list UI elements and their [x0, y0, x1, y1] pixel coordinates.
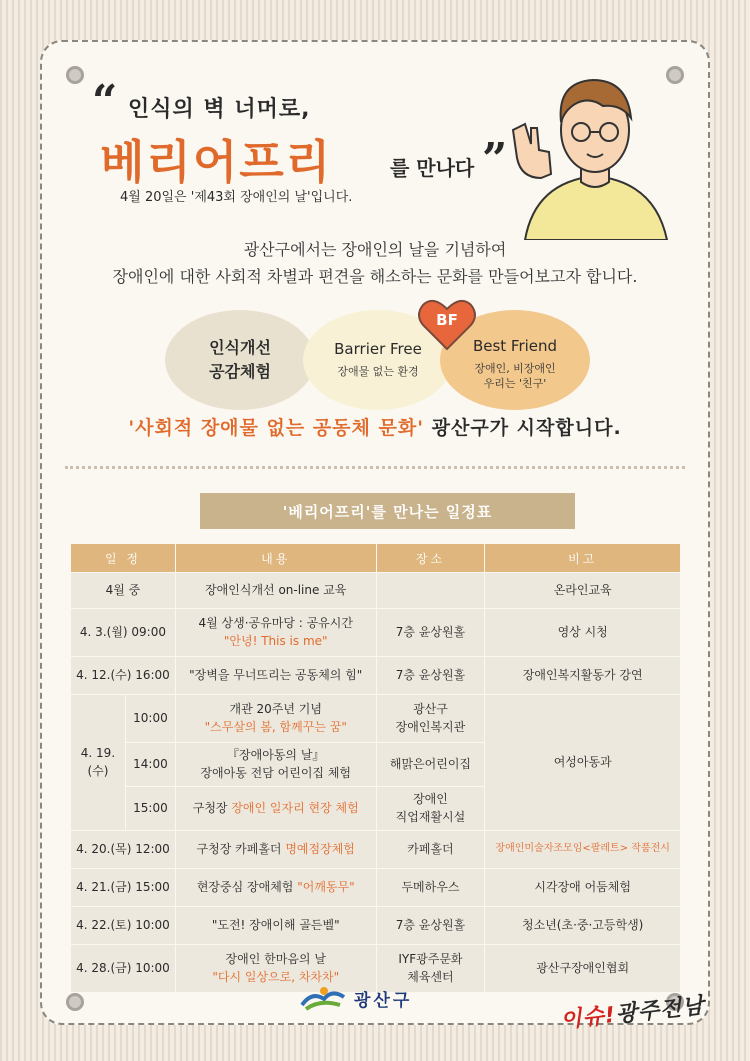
row-content-line1: 구청장 카페홀더	[196, 841, 282, 856]
row-content	[175, 831, 376, 869]
header-place: 장소	[376, 544, 485, 573]
open-quote-icon: “	[92, 76, 118, 127]
brand-logo-red: 이슈!	[559, 1002, 618, 1034]
schedule-banner: '베리어프리'를 만나는 일정표	[200, 493, 575, 529]
close-quote-icon: ”	[482, 134, 508, 185]
row-note: 청소년(초·중·고등학생)	[485, 907, 681, 945]
title-line2-rest: 를 만나다	[390, 156, 475, 180]
table-row	[71, 695, 681, 743]
intro-line1: 광산구에서는 장애인의 날을 기념하여	[243, 240, 507, 259]
table-row	[71, 573, 681, 609]
title-highlight: 베리어프리	[100, 135, 333, 189]
row-content-line1: 장애인 한마음의 날	[225, 952, 326, 967]
row-content-line1: 현장중심 장애체험	[196, 879, 294, 894]
slogan-highlight: '사회적 장애물 없는 공동체 문화'	[128, 417, 425, 439]
brand-logo-dark: 광주전남	[614, 993, 706, 1028]
heart-label: BF	[436, 311, 458, 329]
row-content: "장벽을 무너뜨리는 공동체의 힘"	[175, 657, 376, 695]
header-content: 내용	[175, 544, 376, 573]
row-content-highlight: 장애인 일자리 현장 체험	[231, 800, 359, 815]
row-place: 장애인 직업재활시설	[376, 787, 485, 831]
row-content	[175, 609, 376, 657]
row-place: IYF광주문화 체육센터	[376, 945, 485, 993]
row-place: 두메하우스	[376, 869, 485, 907]
row-content-line2: "다시 일상으로, 차차차"	[212, 969, 340, 984]
row-place: 카페홀더	[376, 831, 485, 869]
row-time: 15:00	[125, 787, 175, 831]
row-place: 7층 윤상원홀	[376, 609, 485, 657]
row-date: 4. 21.(금) 15:00	[71, 869, 176, 907]
dotted-divider	[65, 466, 685, 469]
subtitle: 4월 20일은 '제43회 장애인의 날'입니다.	[120, 190, 353, 205]
table-header-row	[71, 544, 681, 573]
table-row	[71, 869, 681, 907]
header-date: 일 정	[71, 544, 176, 573]
schedule-table	[70, 543, 681, 993]
table-row	[71, 907, 681, 945]
circle-awareness-label: 인식개선 공감체험	[209, 338, 271, 381]
corner-hole	[66, 993, 84, 1011]
title-line1: 인식의 벽 너머로,	[128, 97, 311, 122]
row-content-line1: 구청장	[192, 800, 228, 815]
header-note: 비고	[485, 544, 681, 573]
table-row	[71, 831, 681, 869]
row-note: 여성아동과	[485, 695, 681, 831]
table-row	[71, 609, 681, 657]
row-note: 온라인교육	[485, 573, 681, 609]
row-content-line1: 개관 20주년 기념	[229, 702, 322, 717]
row-place: 7층 윤상원홀	[376, 657, 485, 695]
row-date: 4. 19. (수)	[71, 695, 126, 831]
gwangsan-logo	[300, 985, 412, 1011]
row-content-line1: 4월 상생·공유마당 : 공유시간	[198, 616, 353, 631]
row-date: 4. 28.(금) 10:00	[71, 945, 176, 993]
row-content-line1: 『장애아동의 날』	[227, 748, 325, 763]
gwangsan-logo-icon	[300, 985, 346, 1011]
row-date: 4. 20.(목) 12:00	[71, 831, 176, 869]
row-date: 4. 3.(월) 09:00	[71, 609, 176, 657]
row-time: 14:00	[125, 743, 175, 787]
gwangsan-logo-text: 광산구	[354, 990, 413, 1011]
row-content-line2: "스무살의 봄, 함께꾸는 꿈"	[204, 719, 347, 734]
slogan-rest: 광산구가 시작합니다.	[424, 417, 622, 439]
intro-line2: 장애인에 대한 사회적 차별과 편견을 해소하는 문화를 만들어보고자 합니다.	[112, 267, 638, 286]
row-content	[175, 869, 376, 907]
row-place: 7층 윤상원홀	[376, 907, 485, 945]
row-time: 10:00	[125, 695, 175, 743]
row-note: 시각장애 어둠체험	[485, 869, 681, 907]
corner-hole	[66, 66, 84, 84]
row-note: 장애인복지활동가 강연	[485, 657, 681, 695]
circle-barrier-free-sub: 장애물 없는 환경	[337, 365, 419, 379]
row-note: 영상 시청	[485, 609, 681, 657]
row-note: 광산구장애인협회	[485, 945, 681, 993]
person-illustration	[505, 60, 685, 240]
circle-best-friend-title: Best Friend	[472, 336, 558, 355]
row-place: 광산구 장애인복지관	[376, 695, 485, 743]
row-date: 4월 중	[71, 573, 176, 609]
row-note: 장애인미술자조모임<팔레트> 작품전시	[485, 831, 681, 869]
row-place	[376, 573, 485, 609]
slogan	[60, 413, 690, 440]
row-content	[175, 743, 376, 787]
circle-awareness	[165, 310, 315, 410]
row-content-line2: "안녕! This is me"	[223, 633, 328, 648]
circle-barrier-free-title: Barrier Free	[334, 340, 422, 359]
row-content: 장애인식개선 on-line 교육	[175, 573, 376, 609]
row-content-highlight: 명예점장체험	[285, 841, 355, 856]
row-content-line2: 장애아동 전담 어린이집 체험	[200, 765, 352, 780]
table-row	[71, 657, 681, 695]
circle-best-friend-sub: 장애인, 비장애인 우리는 '친구'	[474, 361, 556, 390]
row-date: 4. 22.(토) 10:00	[71, 907, 176, 945]
row-content-highlight: "어깨동무"	[297, 879, 355, 894]
row-date: 4. 12.(수) 16:00	[71, 657, 176, 695]
row-content	[175, 695, 376, 743]
row-content: "도전! 장애이해 골든벨"	[175, 907, 376, 945]
row-content	[175, 787, 376, 831]
row-place: 해맑은어린이집	[376, 743, 485, 787]
